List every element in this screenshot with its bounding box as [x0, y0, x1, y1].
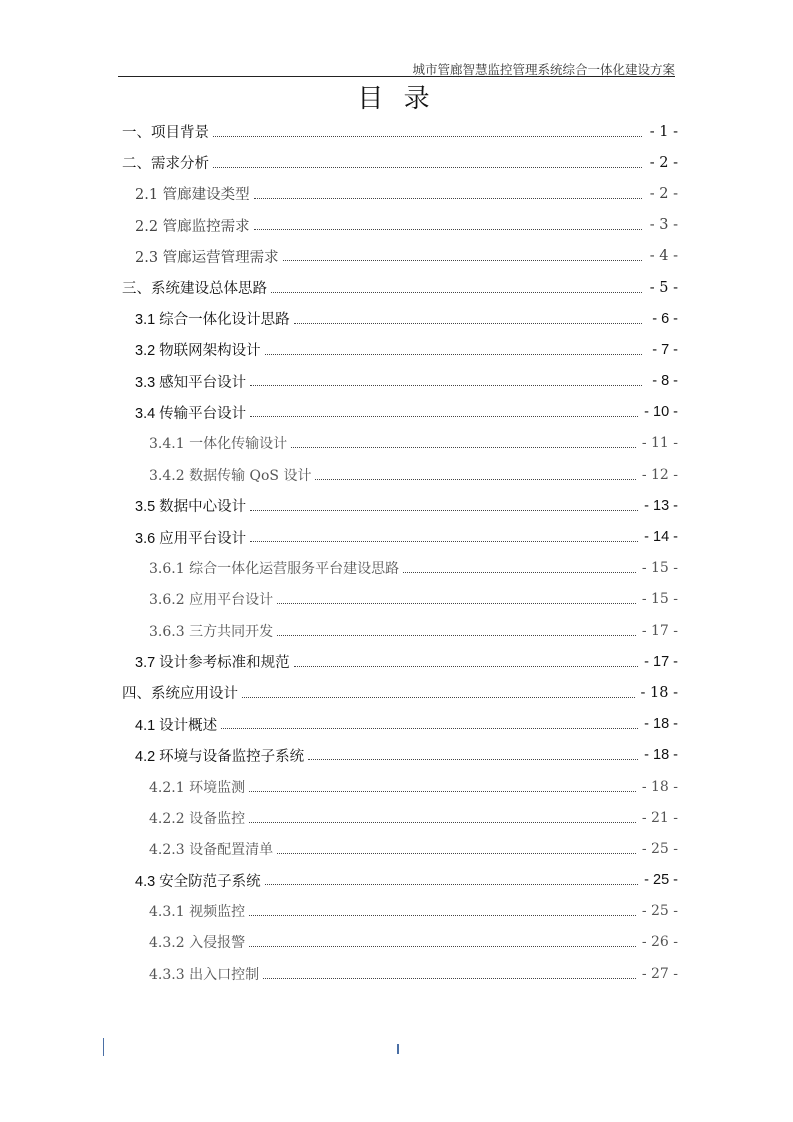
toc-entry-page: - 2 - [649, 185, 678, 202]
toc-leader-dots [294, 666, 638, 667]
toc-entry-page: - 14 - [644, 529, 678, 546]
toc-entry-label: 4.3.2 入侵报警 [149, 935, 246, 952]
toc-entry[interactable] [118, 802, 678, 833]
toc-leader-dots [249, 822, 636, 823]
toc-entry-label: 3.4 传输平台设计 [135, 405, 247, 422]
toc-entry-label: 三、系统建设总体思路 [122, 281, 267, 298]
toc-entry-label: 3.5 数据中心设计 [135, 499, 247, 516]
toc-leader-dots [283, 260, 642, 261]
page-title: 目 录 [357, 84, 436, 114]
toc-entry-label: 2.2 管廊监控需求 [135, 218, 250, 235]
toc-leader-dots [271, 292, 642, 293]
footer-margin-marker [103, 1038, 104, 1056]
toc-entry-label: 3.1 综合一体化设计思路 [135, 312, 290, 329]
toc-leader-dots [265, 354, 642, 355]
toc-entry-page: - 5 - [649, 279, 678, 296]
toc-entry[interactable] [118, 147, 678, 178]
toc-entry[interactable] [118, 428, 678, 459]
toc-entry-page: - 25 - [641, 903, 678, 920]
toc-entry[interactable] [118, 615, 678, 646]
toc-entry-label: 4.1 设计概述 [135, 717, 218, 734]
toc-entry-label: 2.3 管廊运营管理需求 [135, 249, 279, 266]
toc-leader-dots [254, 229, 642, 230]
toc-entry-label: 4.3.1 视频监控 [149, 904, 246, 921]
toc-entry[interactable] [118, 178, 678, 209]
toc-entry-label: 一、项目背景 [122, 125, 209, 142]
toc-entry-page: - 4 - [649, 248, 678, 265]
toc-entry-label: 3.6 应用平台设计 [135, 530, 247, 547]
toc-entry[interactable] [118, 303, 678, 334]
toc-entry-page: - 2 - [649, 154, 678, 171]
toc-leader-dots [294, 323, 642, 324]
toc-entry-page: - 10 - [644, 404, 678, 421]
toc-leader-dots [250, 416, 638, 417]
toc-entry-label: 二、需求分析 [122, 156, 209, 173]
toc-entry-page: - 17 - [644, 653, 678, 670]
toc-entry[interactable] [118, 740, 678, 771]
toc-entry[interactable] [118, 366, 678, 397]
toc-leader-dots [308, 759, 638, 760]
toc-entry-page: - 6 - [652, 310, 678, 327]
toc-leader-dots [277, 635, 636, 636]
toc-entry[interactable] [118, 210, 678, 241]
toc-entry[interactable] [118, 490, 678, 521]
toc-entry-page: - 27 - [641, 965, 678, 982]
toc-entry[interactable] [118, 459, 678, 490]
toc-entry-label: 2.1 管廊建设类型 [135, 187, 250, 204]
toc-entry[interactable] [118, 397, 678, 428]
running-header: 城市管廊智慧监控管理系统综合一体化建设方案 [412, 62, 675, 77]
toc-entry[interactable] [118, 334, 678, 365]
toc-entry-label: 3.3 感知平台设计 [135, 374, 247, 391]
toc-entry-page: - 17 - [641, 622, 678, 639]
toc-entry[interactable] [118, 677, 678, 708]
toc-entry-label: 3.6.2 应用平台设计 [149, 592, 274, 609]
toc-entry-page: - 12 - [641, 466, 678, 483]
toc-leader-dots [254, 198, 642, 199]
toc-leader-dots [242, 697, 635, 698]
toc-entry[interactable] [118, 116, 678, 147]
toc-leader-dots [249, 946, 636, 947]
toc-entry[interactable] [118, 865, 678, 896]
toc-entry-page: - 8 - [652, 373, 678, 390]
toc-entry[interactable] [118, 958, 678, 989]
toc-entry-page: - 15 - [641, 560, 678, 577]
toc-leader-dots [221, 728, 638, 729]
toc-leader-dots [250, 385, 642, 386]
toc-entry-page: - 3 - [649, 217, 678, 234]
toc-entry[interactable] [118, 709, 678, 740]
toc-entry-page: - 25 - [641, 840, 678, 857]
toc-entry-label: 3.2 物联网架构设计 [135, 343, 261, 360]
toc-entry-label: 4.3.3 出入口控制 [149, 966, 260, 983]
toc-leader-dots [250, 510, 638, 511]
toc-entry-label: 4.2.1 环境监测 [149, 779, 246, 796]
toc-entry-label: 3.7 设计参考标准和规范 [135, 655, 290, 672]
toc-leader-dots [315, 479, 635, 480]
toc-entry-page: - 13 - [644, 497, 678, 514]
toc-entry[interactable] [118, 896, 678, 927]
toc-leader-dots [403, 572, 636, 573]
toc-leader-dots [213, 167, 642, 168]
toc-entry[interactable] [118, 646, 678, 677]
toc-entry-label: 4.3 安全防范子系统 [135, 873, 261, 890]
toc-leader-dots [249, 791, 636, 792]
toc-leader-dots [263, 978, 636, 979]
toc-entry[interactable] [118, 553, 678, 584]
toc-entry[interactable] [118, 927, 678, 958]
table-of-contents [118, 116, 678, 989]
toc-leader-dots [291, 447, 636, 448]
toc-entry-page: - 18 - [641, 778, 678, 795]
toc-entry-page: - 18 - [644, 716, 678, 733]
toc-entry-page: - 15 - [641, 591, 678, 608]
toc-leader-dots [265, 884, 638, 885]
toc-entry-label: 3.4.2 数据传输 QoS 设计 [149, 467, 312, 484]
toc-entry-page: - 25 - [644, 872, 678, 889]
toc-entry[interactable] [118, 833, 678, 864]
toc-entry-page: - 21 - [641, 809, 678, 826]
toc-entry-page: - 26 - [641, 934, 678, 951]
toc-entry-page: - 11 - [641, 435, 678, 452]
toc-entry[interactable] [118, 771, 678, 802]
toc-entry-label: 4.2.2 设备监控 [149, 810, 246, 827]
toc-entry-label: 4.2.3 设备配置清单 [149, 841, 274, 858]
toc-leader-dots [277, 853, 636, 854]
toc-entry[interactable] [118, 584, 678, 615]
toc-entry[interactable] [118, 272, 678, 303]
toc-entry-page: - 7 - [652, 341, 678, 358]
toc-entry-page: - 18 - [644, 747, 678, 764]
toc-leader-dots [249, 915, 636, 916]
toc-entry-page: - 18 - [640, 684, 678, 701]
toc-entry-page: - 1 - [649, 123, 678, 140]
toc-leader-dots [213, 136, 642, 137]
footer-page-marker [397, 1044, 399, 1054]
toc-entry-label: 3.6.3 三方共同开发 [149, 623, 274, 640]
toc-entry[interactable] [118, 521, 678, 552]
toc-leader-dots [277, 603, 636, 604]
toc-leader-dots [250, 541, 638, 542]
header-divider [118, 76, 675, 77]
toc-entry-label: 3.6.1 综合一体化运营服务平台建设思路 [149, 561, 400, 578]
toc-entry[interactable] [118, 241, 678, 272]
toc-entry-label: 3.4.1 一体化传输设计 [149, 436, 288, 453]
toc-entry-label: 四、系统应用设计 [122, 686, 238, 703]
toc-entry-label: 4.2 环境与设备监控子系统 [135, 748, 305, 765]
